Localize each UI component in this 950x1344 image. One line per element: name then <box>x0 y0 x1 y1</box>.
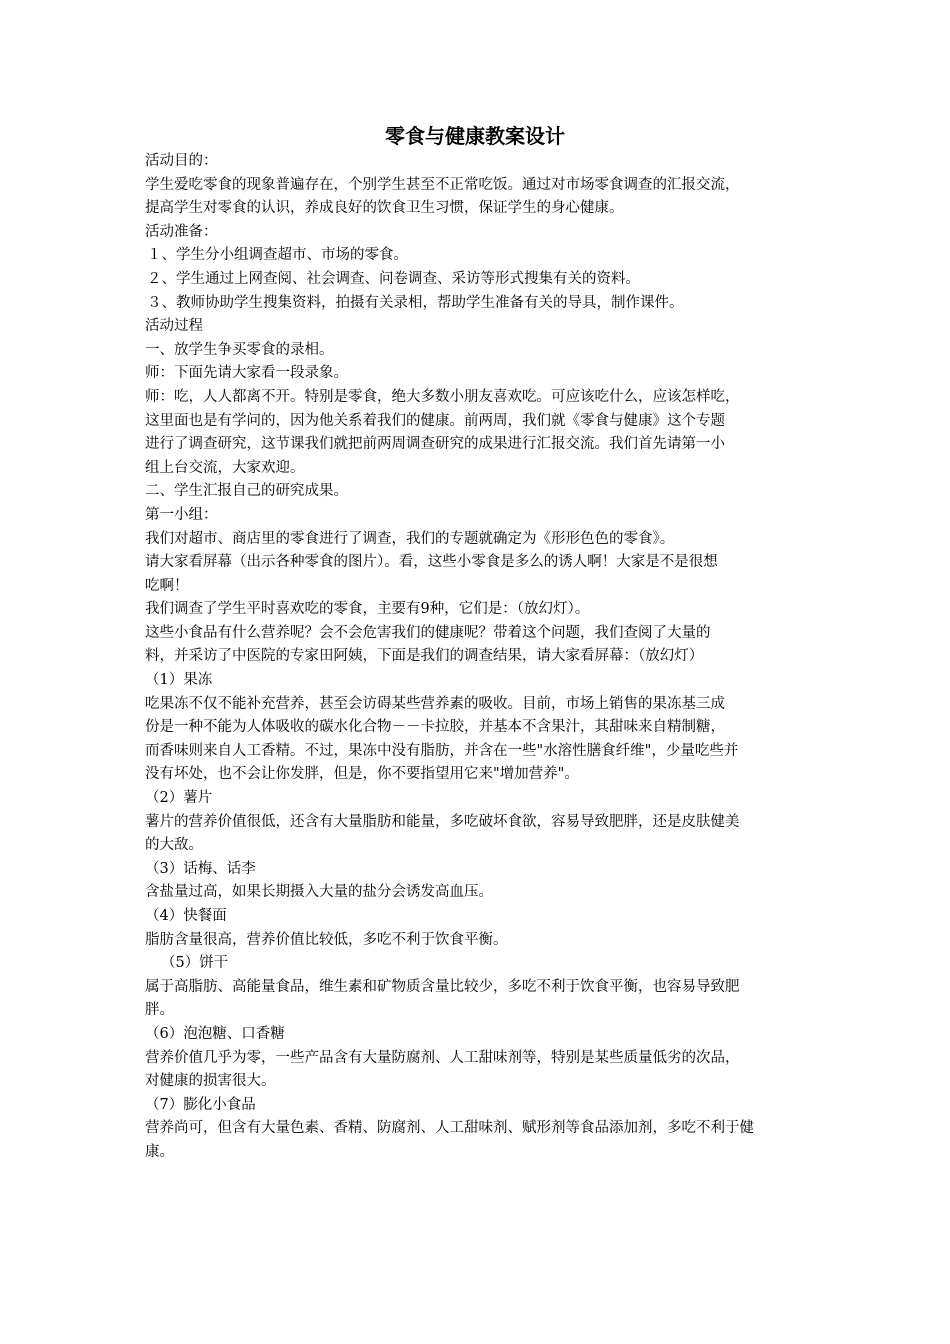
item-heading-gum: （6）泡泡糖、口香糖 <box>145 1025 285 1042</box>
paragraph-line: 而香味则来自人工香精。不过，果冻中没有脂肪，并含在一些"水溶性膳食纤维"，少量吃些并 <box>145 742 739 759</box>
paragraph-line: 一、放学生争买零食的录相。 <box>145 341 334 358</box>
paragraph-line: 我们调查了学生平时喜欢吃的零食，主要有9种，它们是：（放幻灯）。 <box>145 601 590 618</box>
paragraph-line: 第一小组： <box>145 506 218 523</box>
paragraph-line: 这里面也是有学问的，因为他关系着我们的健康。前两周，我们就《零食与健康》这个专题 <box>145 412 725 429</box>
section-heading-process: 活动过程 <box>145 318 203 335</box>
list-item: ２、学生通过上网查阅、社会调查、问卷调查、采访等形式搜集有关的资料。 <box>147 270 640 287</box>
list-item: ３、教师协助学生搜集资料，拍摄有关录相，帮助学生准备有关的导具，制作课件。 <box>147 294 684 311</box>
item-heading-chips: （2）薯片 <box>145 790 213 807</box>
item-heading-biscuits: （5）饼干 <box>161 955 229 972</box>
item-heading-puffed-snacks: （7）膨化小食品 <box>145 1096 256 1113</box>
paragraph-line: 学生爱吃零食的现象普遍存在，个别学生甚至不正常吃饭。通过对市场零食调查的汇报交流， <box>145 176 740 193</box>
paragraph-line: 吃果冻不仅不能补充营养，甚至会访碍某些营养素的吸收。目前，市场上销售的果冻基三成 <box>145 695 725 712</box>
paragraph-line: 对健康的损害很大。 <box>145 1073 276 1090</box>
paragraph-line: 师：吃，人人都离不开。特别是零食，绝大多数小朋友喜欢吃。可应该吃什么，应该怎样吃， <box>145 388 740 405</box>
paragraph-line: 属于高脂肪、高能量食品，维生素和矿物质含量比较少，多吃不利于饮食平衡，也容易导致肥 <box>145 978 740 995</box>
item-heading-preserved-plum: （3）话梅、话李 <box>145 860 256 877</box>
paragraph-line: 营养价值几乎为零，一些产品含有大量防腐剂、人工甜味剂等，特别是某些质量低劣的次品， <box>145 1049 740 1066</box>
paragraph-line: 我们对超市、商店里的零食进行了调查，我们的专题就确定为《形形色色的零食》。 <box>145 530 675 547</box>
item-heading-instant-noodles: （4）快餐面 <box>145 908 227 924</box>
paragraph-line: 份是一种不能为人体吸收的碳水化合物－－卡拉胶，并基本不含果汁，其甜味来自精制糖， <box>145 719 725 736</box>
document-title: 零食与健康教案设计 <box>385 124 565 148</box>
paragraph-line: 请大家看屏幕（出示各种零食的图片）。看，这些小零食是多么的诱人啊！大家是不是很想 <box>145 554 718 571</box>
paragraph-line: 脂肪含量很高，营养价值比较低，多吃不利于饮食平衡。 <box>145 931 508 948</box>
paragraph-line: 没有坏处，也不会让你发胖，但是，你不要指望用它来"增加营养"。 <box>145 766 579 783</box>
paragraph-line: 薯片的营养价值很低，还含有大量脂肪和能量，多吃破坏食欲，容易导致肥胖，还是皮肤健美 <box>145 813 740 830</box>
paragraph-line: 师：下面先请大家看一段录象。 <box>145 365 348 382</box>
paragraph-line: 胖。 <box>145 1002 174 1019</box>
paragraph-line: 料，并采访了中医院的专家田阿姨，下面是我们的调查结果，请大家看屏幕：（放幻灯） <box>145 648 704 665</box>
paragraph-line: 含盐量过高，如果长期摄入大量的盐分会诱发高血压。 <box>145 884 493 901</box>
paragraph-line: 这些小食品有什么营养呢？会不会危害我们的健康呢？带着这个问题，我们查阅了大量的 <box>145 624 711 641</box>
paragraph-line: 吃啊！ <box>145 577 189 594</box>
paragraph-line: 营养尚可，但含有大量色素、香精、防腐剂、人工甜味剂、赋形剂等食品添加剂，多吃不利于健 <box>145 1120 754 1137</box>
paragraph-line: 康。 <box>145 1143 174 1160</box>
paragraph-line: 二、学生汇报自己的研究成果。 <box>145 483 348 500</box>
section-heading-preparation: 活动准备： <box>145 223 218 240</box>
list-item: １、学生分小组调查超市、市场的零食。 <box>147 247 408 264</box>
paragraph-line: 组上台交流，大家欢迎。 <box>145 459 305 476</box>
item-heading-jelly: （1）果冻 <box>145 672 213 689</box>
paragraph-line: 提高学生对零食的认识，养成良好的饮食卫生习惯，保证学生的身心健康。 <box>145 200 624 217</box>
section-heading-purpose: 活动目的： <box>145 153 218 169</box>
document-body <box>145 150 813 1165</box>
paragraph-line: 进行了调查研究，这节课我们就把前两周调查研究的成果进行汇报交流。我们首先请第一小 <box>145 436 725 453</box>
paragraph-line: 的大敌。 <box>145 837 203 854</box>
